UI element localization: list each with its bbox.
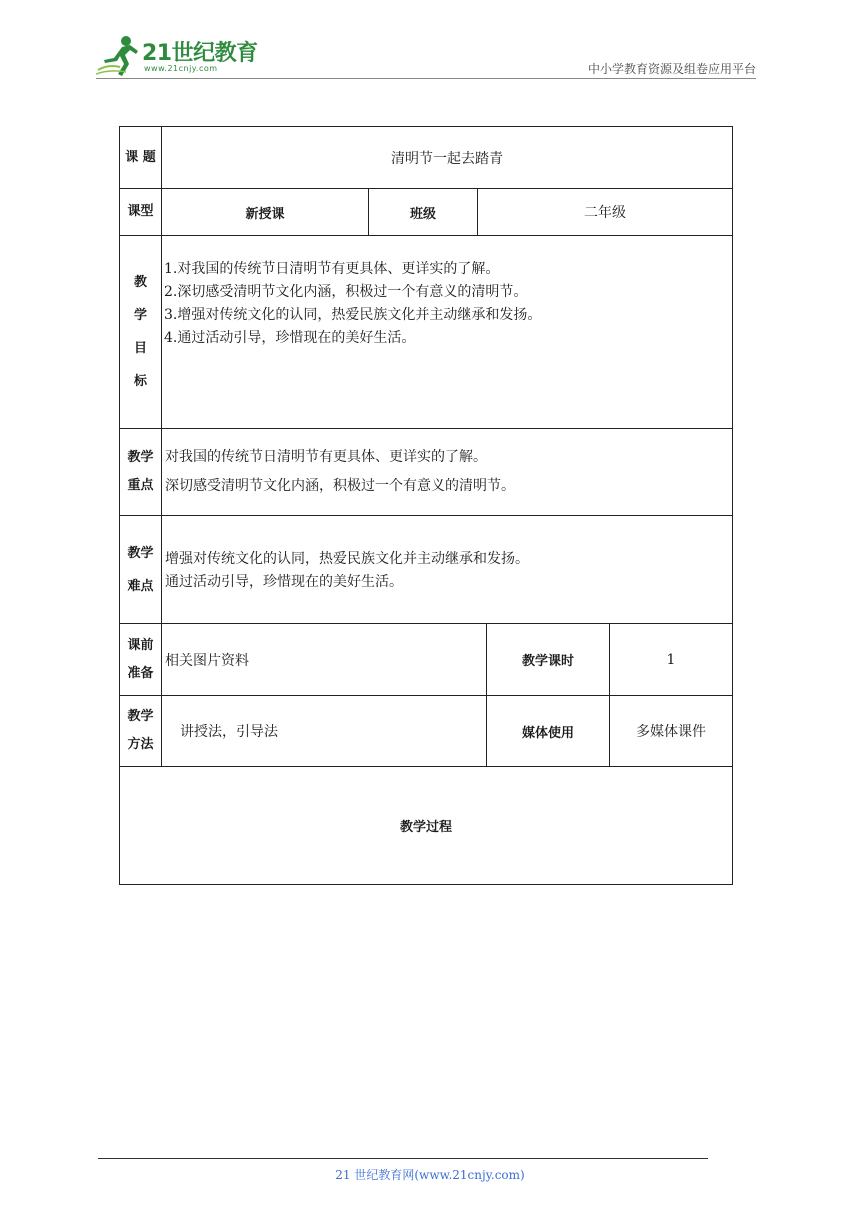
type-label: 课型 [120, 189, 162, 236]
type-row [120, 189, 733, 236]
hours-value: 1 [610, 624, 733, 696]
header-divider [96, 78, 756, 79]
platform-title: 中小学教育资源及组卷应用平台 [587, 62, 756, 76]
prep-row [120, 624, 733, 696]
type-value: 新授课 [162, 189, 369, 236]
method-value: 讲授法，引导法 [162, 696, 487, 767]
goals-label-char: 教 [133, 275, 147, 290]
difficulty-content [162, 516, 733, 624]
focus-label-line: 教学 [127, 450, 154, 465]
goal-item: 2.深切感受清明节文化内涵，积极过一个有意义的清明节。 [164, 284, 528, 300]
method-row [120, 696, 733, 767]
topic-value: 清明节一起去踏青 [162, 127, 733, 189]
logo-text: 21世纪教育 [142, 41, 258, 66]
difficulty-row [120, 516, 733, 624]
hours-label: 教学课时 [487, 624, 610, 696]
footer-divider [98, 1158, 708, 1159]
difficulty-item: 增强对传统文化的认同，热爱民族文化并主动继承和发扬。 [165, 551, 529, 567]
focus-item: 对我国的传统节日清明节有更具体、更详实的了解。 [165, 449, 487, 465]
focus-label [120, 429, 162, 516]
focus-label-line: 重点 [127, 478, 154, 493]
prep-label-line: 课前 [127, 637, 154, 653]
difficulty-item: 通过活动引导，珍惜现在的美好生活。 [165, 574, 403, 590]
site-logo[interactable] [96, 34, 266, 78]
process-label: 教学过程 [120, 767, 733, 885]
page-header [96, 30, 756, 80]
runner-icon [96, 34, 142, 78]
class-label: 班级 [369, 189, 478, 236]
difficulty-label-line: 难点 [127, 578, 154, 594]
method-label-line: 方法 [127, 737, 154, 752]
prep-label-line: 准备 [127, 665, 154, 681]
lesson-plan-table [119, 126, 733, 885]
focus-item: 深切感受清明节文化内涵，积极过一个有意义的清明节。 [165, 478, 515, 494]
goals-label-char: 目 [133, 341, 147, 356]
goal-item: 4.通过活动引导，珍惜现在的美好生活。 [164, 330, 416, 346]
logo-url: www.21cnjy.com [144, 64, 218, 73]
method-label-line: 教学 [127, 709, 154, 724]
topic-row [120, 127, 733, 189]
media-label: 媒体使用 [487, 696, 610, 767]
goal-item: 3.增强对传统文化的认同，热爱民族文化并主动继承和发扬。 [164, 307, 542, 323]
prep-label [120, 624, 162, 696]
difficulty-label-line: 教学 [127, 545, 154, 561]
process-row [120, 767, 733, 885]
focus-row [120, 429, 733, 516]
prep-value: 相关图片资料 [162, 624, 487, 696]
goals-row [120, 236, 733, 429]
goals-label-char: 标 [133, 374, 147, 389]
goals-content [162, 236, 733, 429]
focus-content [162, 429, 733, 516]
topic-label: 课 题 [120, 127, 162, 189]
goal-item: 1.对我国的传统节日清明节有更具体、更详实的了解。 [164, 261, 500, 277]
footer-link[interactable]: 21 世纪教育网(www.21cnjy.com) [335, 1168, 525, 1182]
goals-label [120, 236, 162, 429]
media-value: 多媒体课件 [610, 696, 733, 767]
method-label [120, 696, 162, 767]
class-value: 二年级 [478, 189, 733, 236]
difficulty-label [120, 516, 162, 624]
goals-label-char: 学 [133, 308, 147, 323]
